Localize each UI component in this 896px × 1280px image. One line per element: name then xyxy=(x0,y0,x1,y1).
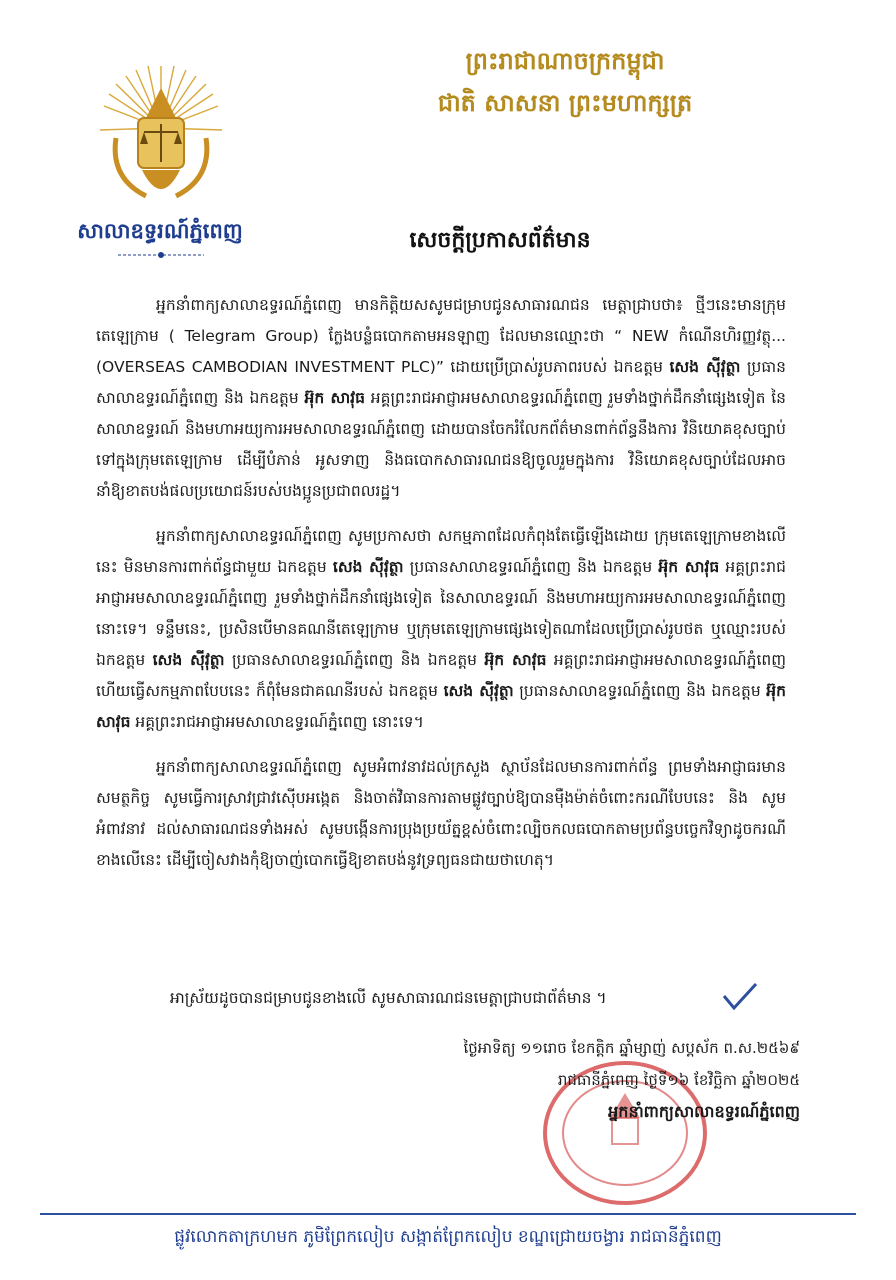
court-name: សាលាឧទ្ធរណ៍ភ្នំពេញ xyxy=(77,218,243,243)
official-name: អ៊ុក សាវុធ xyxy=(96,682,786,731)
paragraph-2: អ្នកនាំពាក្យសាលាឧទ្ធរណ៍ភ្នំពេញ សូមប្រកាសថា សកម្មភាពដែលកំពុងតែធ្វើឡើងដោយ ក្រុមតេឡេក្រាមខាងលើនេះ មិនមានការពាក់ព័ន្ធជាមួយ ឯកឧត្តម សេង ស៊ីវុត្ថា ប្រធានសាលាឧទ្ធរណ៍ភ្នំពេញ និង ឯកឧត្តម អ៊ុក សាវុធ អគ្គព្រះរាជអាជ្ញាអមសាលាឧទ្ធរណ៍ភ្នំពេញ រួមទាំងថ្នាក់ដឹកនាំផ្សេងទៀត នៃសាលាឧទ្ធរណ៍ និងមហាអយ្យការអមសាលាឧទ្ធរណ៍ភ្នំពេញ នោះទេ។ ទន្ទឹមនេះ, ប្រសិនបើមានគណនីតេឡេក្រាម ឬក្រុមតេឡេក្រាមផ្សេងទៀតណាដែលប្រើប្រាស់រូបថត ឬឈ្មោះរបស់ ឯកឧត្តម សេង ស៊ីវុត្ថា ប្រធានសាលាឧទ្ធរណ៍ភ្នំពេញ និង ឯកឧត្តម អ៊ុក សាវុធ អគ្គព្រះរាជអាជ្ញាអមសាលាឧទ្ធរណ៍ភ្នំពេញ ហើយធ្វើសកម្មភាពបែបនេះ ក៏ពុំមែនជាគណនីរបស់ ឯកឧត្តម សេង ស៊ីវុត្ថា ប្រធានសាលាឧទ្ធរណ៍ភ្នំពេញ និង ឯកឧត្តម អ៊ុក សាវុធ អគ្គព្រះរាជអាជ្ញាអមសាលាឧទ្ធរណ៍ភ្នំពេញ នោះទេ។ xyxy=(96,527,786,731)
nation-religion-king: ជាតិ សាសនា ព្រះមហាក្សត្រ xyxy=(437,88,693,117)
paragraph-1: អ្នកនាំពាក្យសាលាឧទ្ធរណ៍ភ្នំពេញ មានកិត្តិយសសូមជម្រាបជូនសាធារណជន មេត្តាជ្រាបថា៖ ថ្មីៗនេះមានក្រុមតេឡេក្រាម ( Telegram Group) ក្លែងបន្លំធបោកតាមអនឡាញ ដែលមានឈ្មោះថា “ NEW កំណើនហិរញ្ញវត្ថុ... (OVERSEAS CAMBODIAN INVESTMENT PLC)” ដោយប្រើប្រាស់រូបភាពរបស់ ឯកឧត្តម សេង ស៊ីវុត្ថា ប្រធានសាលាឧទ្ធរណ៍ភ្នំពេញ និង ឯកឧត្តម អ៊ុក សាវុធ អគ្គព្រះរាជអាជ្ញាអមសាលាឧទ្ធរណ៍ភ្នំពេញ រួមទាំងថ្នាក់ដឹកនាំផ្សេងទៀត នៃសាលាឧទ្ធរណ៍ និងមហាអយ្យការអមសាលាឧទ្ធរណ៍ភ្នំពេញ ដោយបានចែករំលែកព័ត៌មានពាក់ព័ន្ធនឹងការ វិនិយោគខុសច្បាប់ទៅក្នុងក្រុមតេឡេក្រាម ដើម្បីបំភាន់ អូសទាញ និងធបោកសាធារណជនឱ្យចូលរួមក្នុងការ វិនិយោគខុសច្បាប់ដែលអាចនាំឱ្យខាតបង់ផលប្រយោជន៍របស់បងប្អូនប្រជាពលរដ្ឋ។ xyxy=(96,296,787,500)
official-name: អ៊ុក សាវុធ xyxy=(658,558,720,576)
court-emblem xyxy=(96,58,226,208)
kingdom-motto xyxy=(360,40,770,124)
official-name: អ៊ុក សាវុធ xyxy=(304,389,365,407)
kingdom-name: ព្រះរាជាណាចក្រកម្ពុជា xyxy=(465,46,665,75)
official-name: អ៊ុក សាវុធ xyxy=(484,651,547,669)
document-title: សេចក្តីប្រកាសព័ត៌មាន xyxy=(409,228,591,253)
signature-tick-icon xyxy=(720,982,760,1012)
lunar-date: ថ្ងៃអាទិត្យ ១១រោច ខែកត្តិក ឆ្នាំម្សាញ់ សប្តស័ក ព.ស.២៥៦៩ xyxy=(463,1039,800,1057)
signatory: អ្នកនាំពាក្យសាលាឧទ្ធរណ៍ភ្នំពេញ xyxy=(608,1102,800,1121)
solar-date: រាជធានីភ្នំពេញ ថ្ងៃទី១៦ ខែវិច្ឆិកា ឆ្នាំ២០២៥ xyxy=(557,1071,800,1089)
official-name: សេង ស៊ីវុត្ថា xyxy=(669,358,741,376)
body-text xyxy=(96,290,786,890)
signature-block xyxy=(380,1032,800,1128)
closing-line: អាស្រ័យដូចបានជម្រាបជូនខាងលើ សូមសាធារណជនមេត្តាជ្រាបជាព័ត៌មាន ។ xyxy=(170,989,607,1007)
footer-divider xyxy=(40,1213,856,1215)
official-name: សេង ស៊ីវុត្ថា xyxy=(152,651,225,669)
paragraph-3: អ្នកនាំពាក្យសាលាឧទ្ធរណ៍ភ្នំពេញ សូមអំពាវនាវដល់ក្រសួង ស្ថាប័នដែលមានការពាក់ព័ន្ធ ព្រមទាំងអាជ្ញាធរមានសមត្ថកិច្ច សូមធ្វើការស្រាវជ្រាវស៊ើបអង្កេត និងចាត់វិធានការតាមផ្លូវច្បាប់ឱ្យបានម៉ឺងម៉ាត់ចំពោះករណីបែបនេះ និង សូមអំពាវនាវ ដល់សាធារណជនទាំងអស់ សូមបង្កើនការប្រុងប្រយ័ត្នខ្ពស់ចំពោះល្បិចកលធបោកតាមប្រព័ន្ធបច្ចេកវិទ្យាដូចករណីខាងលើនេះ ដើម្បីចៀសវាងកុំឱ្យចាញ់បោកធ្វើឱ្យខាតបង់នូវទ្រព្យធនជាយថាហេតុ។ xyxy=(96,758,786,869)
official-name: សេង ស៊ីវុត្ថា xyxy=(332,558,404,576)
official-name: សេង ស៊ីវុត្ថា xyxy=(443,682,514,700)
footer-address: ផ្លូវលោកតាក្រហមក ភូមិព្រែកលៀប សង្កាត់ព្រែកលៀប ខណ្ឌជ្រោយចង្វារ រាជធានីភ្នំពេញ xyxy=(174,1227,722,1247)
ornament-divider xyxy=(118,250,204,260)
